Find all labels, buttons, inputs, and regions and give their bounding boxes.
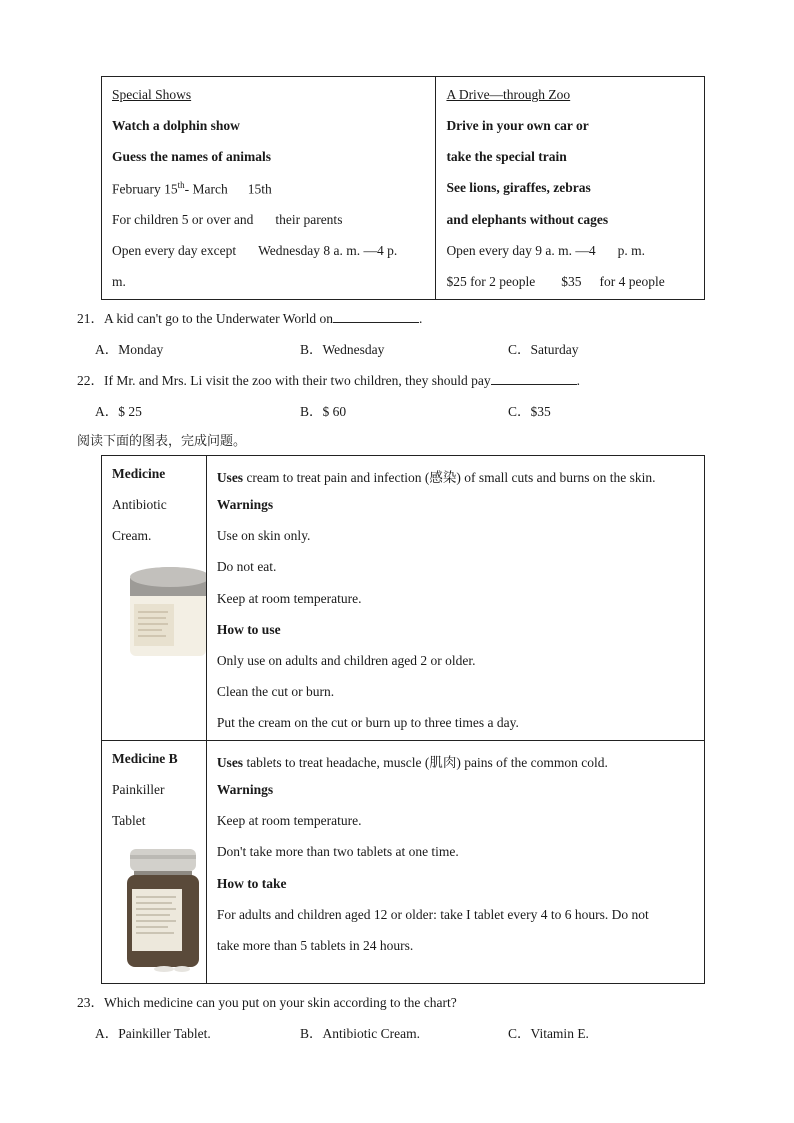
question-22-stem: 22．If Mr. and Mrs. Li visit the zoo with their two children, they should pay	[77, 373, 491, 388]
q23-option-b[interactable]: B．Antibiotic Cream.	[300, 1026, 420, 1041]
drive-open-line	[446, 243, 645, 259]
special-shows-cell	[102, 77, 436, 300]
q21-option-c[interactable]: C．Saturday	[508, 342, 579, 357]
medicine-a-how-1: Only use on adults and children aged 2 or older.	[216, 653, 476, 668]
dolphin-show-line: Watch a dolphin show	[112, 118, 240, 133]
question-21-end: .	[419, 311, 423, 326]
q22-option-a[interactable]: A．$ 25	[95, 404, 142, 419]
price-line	[446, 274, 664, 290]
children-text-b: their parents	[275, 212, 343, 227]
open-hours-cont: m.	[112, 274, 126, 289]
medicine-a-how-label: How to use	[216, 622, 281, 637]
date-start: February 15	[112, 181, 178, 197]
question-22-end: .	[576, 373, 580, 388]
question-22	[77, 369, 580, 389]
medicine-a-name2: Cream.	[112, 528, 152, 543]
cream-jar-image	[126, 564, 206, 664]
medicine-a-title: Medicine	[112, 466, 166, 481]
medicine-b-warning-1: Keep at room temperature.	[216, 813, 362, 828]
medicine-b-how-2: take more than 5 tablets in 24 hours.	[216, 938, 414, 953]
children-text-a: For children 5 or over and	[112, 212, 254, 227]
medicine-a-warning-2: Do not eat.	[216, 559, 277, 574]
medicine-a-warning-1: Use on skin only.	[216, 528, 311, 543]
answer-blank-22[interactable]	[491, 372, 577, 385]
medicine-a-uses	[217, 466, 656, 486]
medicine-a-warning-3: Keep at room temperature.	[216, 591, 362, 606]
price-four-amount: $35	[561, 274, 582, 289]
medicine-a-warnings-label: Warnings	[216, 497, 274, 512]
drive-open-b: p. m.	[617, 243, 646, 258]
question-23: 23．Which medicine can you put on your skin according to the chart?	[77, 995, 457, 1010]
q22-option-c[interactable]: C．$35	[508, 404, 551, 419]
medicine-b-warnings-label: Warnings	[216, 782, 274, 797]
see-animals-line: See lions, giraffes, zebras	[446, 180, 591, 195]
open-hours-a: Open every day except	[112, 243, 237, 258]
medicine-b-name1: Painkiller	[112, 782, 165, 797]
medicine-b-uses-label: Uses	[216, 755, 244, 770]
drive-open-a: Open every day 9 a. m. —4	[446, 243, 596, 258]
q23-option-a[interactable]: A．Painkiller Tablet.	[95, 1026, 211, 1041]
price-four-label: for 4 people	[599, 274, 665, 289]
date-mid: - March	[184, 181, 228, 197]
q23-option-c[interactable]: C．Vitamin E.	[508, 1026, 589, 1041]
medicine-a-name1: Antibiotic	[112, 497, 167, 512]
answer-blank-21[interactable]	[333, 310, 419, 323]
guess-names-line: Guess the names of animals	[112, 149, 272, 164]
price-two: $25 for 2 people	[446, 274, 536, 289]
no-cages-line: and elephants without cages	[446, 212, 609, 227]
medicine-b-uses-text: tablets to treat headache, muscle (肌肉) pains of the common cold.	[246, 755, 608, 770]
drive-through-cell	[436, 77, 705, 300]
medicine-b-how-1: For adults and children aged 12 or older: take I tablet every 4 to 6 hours. Do not	[216, 907, 649, 922]
children-line	[112, 212, 342, 228]
medicine-a-info-cell	[206, 456, 704, 741]
special-train-line: take the special train	[446, 149, 567, 164]
medicine-a-how-3: Put the cream on the cut or burn up to three times a day.	[216, 715, 519, 730]
tablet-bottle-image	[124, 845, 204, 975]
q21-option-b[interactable]: B．Wednesday	[300, 342, 385, 357]
medicine-b-name-cell	[102, 741, 207, 984]
medicine-a-how-2: Clean the cut or burn.	[216, 684, 335, 699]
medicine-b-name2: Tablet	[112, 813, 146, 828]
drive-car-line: Drive in your own car or	[446, 118, 589, 133]
date-line	[112, 180, 272, 198]
medicine-a-name-cell	[102, 456, 207, 741]
question-21-stem: 21．A kid can't go to the Underwater World on	[77, 311, 334, 326]
question-21	[77, 307, 422, 327]
medicine-table	[101, 455, 705, 984]
q22-option-b[interactable]: B．$ 60	[300, 404, 347, 419]
date-end: 15th	[247, 181, 272, 197]
drive-through-heading: A Drive—through Zoo	[446, 87, 571, 102]
medicine-b-info-cell	[206, 741, 704, 984]
medicine-b-uses	[217, 751, 608, 771]
medicine-a-uses-text: cream to treat pain and infection (感染) of small cuts and burns on the skin.	[246, 470, 656, 485]
medicine-b-title: Medicine B	[112, 751, 178, 766]
date-sup: th	[177, 180, 185, 190]
open-hours-line	[112, 243, 397, 259]
reading-instruction: 阅读下面的图表，完成问题。	[77, 434, 247, 449]
medicine-b-warning-2: Don't take more than two tablets at one time.	[216, 844, 459, 859]
q21-option-a[interactable]: A．Monday	[95, 342, 164, 357]
medicine-b-how-label: How to take	[216, 876, 287, 891]
medicine-a-uses-label: Uses	[216, 470, 244, 485]
open-hours-b: Wednesday 8 a. m. —4 p.	[258, 243, 398, 258]
zoo-info-table	[101, 76, 705, 300]
special-shows-heading: Special Shows	[112, 87, 192, 102]
